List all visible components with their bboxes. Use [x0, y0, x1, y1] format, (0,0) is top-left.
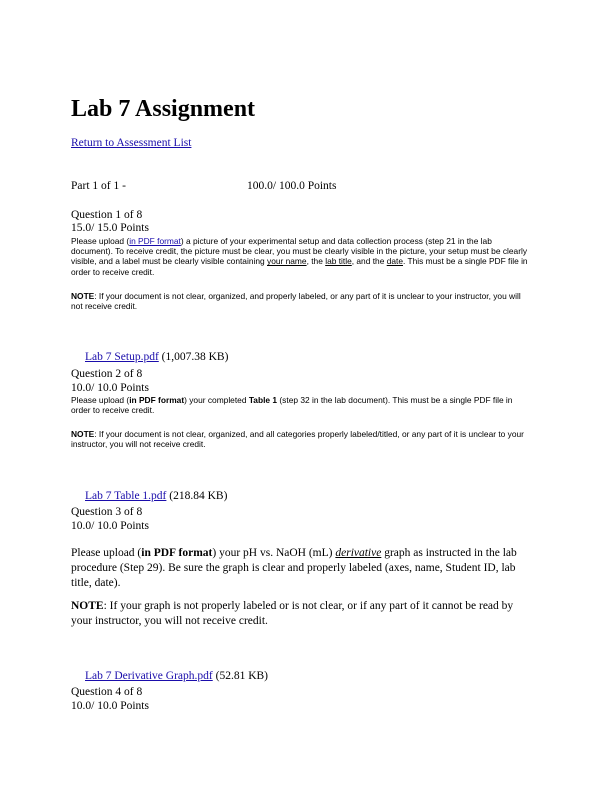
- question-2-attachment: [85, 490, 227, 502]
- question-1-attachment: [85, 351, 228, 363]
- question-1-points: 15.0/ 15.0 Points: [71, 222, 149, 234]
- question-2-note: NOTE: If your document is not clear, organized, and all categories properly labeled/titled, or any part of it is unclear to your instructor, you will not receive credit.: [71, 429, 524, 450]
- return-to-assessment-list-link[interactable]: Return to Assessment List: [71, 137, 192, 149]
- part-score: 100.0/ 100.0 Points: [247, 180, 337, 192]
- question-4-points: 10.0/ 10.0 Points: [71, 700, 149, 712]
- question-3-text: Please upload (in PDF format) your pH vs. NaOH (mL) derivative graph as instructed in the lab procedure (Step 29). Be sure the graph is clear and properly labeled (axes, name, Student ID, lab title, date).: [71, 547, 517, 589]
- file-size: (52.81 KB): [215, 670, 268, 682]
- question-1-header: Question 1 of 8: [71, 209, 143, 221]
- question-3-header: Question 3 of 8: [71, 506, 143, 518]
- question-2-points: 10.0/ 10.0 Points: [71, 382, 149, 394]
- lab-7-derivative-graph-pdf-link[interactable]: Lab 7 Derivative Graph.pdf: [85, 670, 213, 682]
- question-1-text: Please upload (in PDF format) a picture of your experimental setup and data collection process (step 21 in the lab document). To receive credit, the picture must be clear, you must be clearly visible in the picture, your setup must be clearly visible, and a label must be clearly visible containing your name, the lab title, and the date. This must be a single PDF file in order to receive credit.: [71, 236, 528, 277]
- question-2-text: Please upload (in PDF format) your completed Table 1 (step 32 in the lab document). This must be a single PDF file in order to receive credit.: [71, 395, 513, 416]
- question-2-header: Question 2 of 8: [71, 368, 143, 380]
- question-3-attachment: [85, 670, 268, 682]
- pdf-format-link[interactable]: in PDF format: [129, 236, 181, 246]
- question-3-note: NOTE: If your graph is not properly labeled or is not clear, or if any part of it cannot be read by your instructor, you will not receive credit.: [71, 600, 514, 627]
- question-1-note: NOTE: If your document is not clear, organized, and properly labeled, or any part of it is unclear to your instructor, you will not receive credit.: [71, 291, 521, 312]
- page-title: Lab 7 Assignment: [71, 96, 256, 122]
- part-label: Part 1 of 1 -: [71, 180, 126, 192]
- question-4-header: Question 4 of 8: [71, 686, 143, 698]
- question-3-points: 10.0/ 10.0 Points: [71, 520, 149, 532]
- file-size: (1,007.38 KB): [161, 351, 229, 363]
- lab-7-table-1-pdf-link[interactable]: Lab 7 Table 1.pdf: [85, 490, 167, 502]
- lab-7-setup-pdf-link[interactable]: Lab 7 Setup.pdf: [85, 351, 159, 363]
- file-size: (218.84 KB): [169, 490, 228, 502]
